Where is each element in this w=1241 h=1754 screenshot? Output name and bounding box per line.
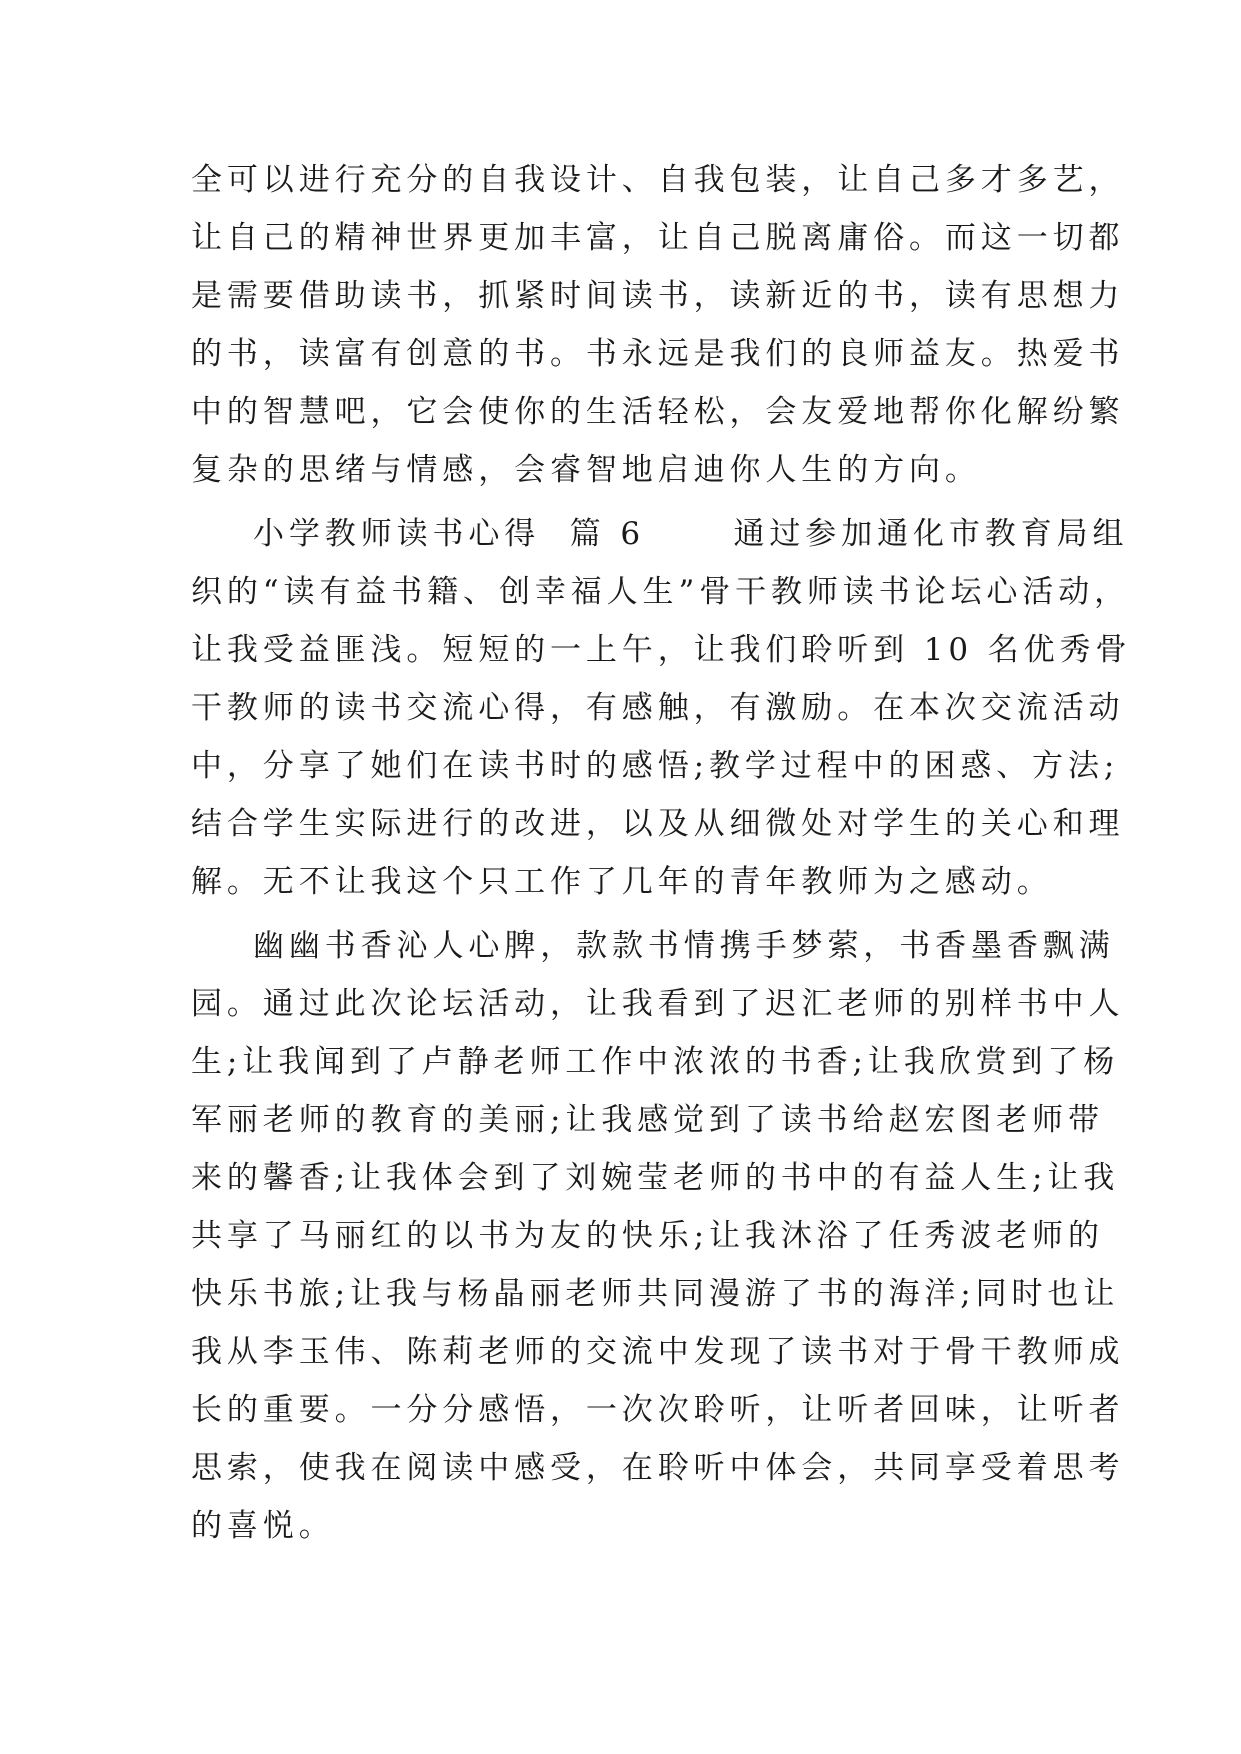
text-line: 干教师的读书交流心得，有感触，有激励。在本次交流活动	[191, 690, 1125, 726]
section-heading-line: 小学教师读书心得 篇 6 通过参加通化市教育局组	[253, 516, 1129, 552]
paragraph-first-line: 幽幽书香沁人心脾，款款书情携手梦萦，书香墨香飘满	[253, 928, 1115, 964]
text-line: 的书，读富有创意的书。书永远是我们的良师益友。热爱书	[191, 336, 1125, 372]
text-line: 织的“读有益书籍、创幸福人生”骨干教师读书论坛心活动，	[191, 574, 1130, 610]
text-line: 解。无不让我这个只工作了几年的青年教师为之感动。	[191, 864, 1053, 900]
text-line: 结合学生实际进行的改进，以及从细微处对学生的关心和理	[191, 806, 1125, 842]
text-line: 让自己的精神世界更加丰富，让自己脱离庸俗。而这一切都	[191, 220, 1125, 256]
text-line: 我从李玉伟、陈莉老师的交流中发现了读书对于骨干教师成	[191, 1334, 1125, 1370]
text-line: 园。通过此次论坛活动，让我看到了迟汇老师的别样书中人	[191, 986, 1125, 1022]
text-line: 全可以进行充分的自我设计、自我包装，让自己多才多艺，	[191, 162, 1125, 198]
text-line: 让我受益匪浅。短短的一上午，让我们聆听到 10 名优秀骨	[191, 632, 1132, 668]
text-line: 复杂的思绪与情感，会睿智地启迪你人生的方向。	[191, 452, 981, 488]
text-line: 中，分享了她们在读书时的感悟;教学过程中的困惑、方法;	[191, 748, 1120, 784]
text-line: 军丽老师的教育的美丽;让我感觉到了读书给赵宏图老师带	[191, 1102, 1104, 1138]
text-line: 长的重要。一分分感悟，一次次聆听，让听者回味，让听者	[191, 1392, 1125, 1428]
text-line: 共享了马丽红的以书为友的快乐;让我沐浴了任秀波老师的	[191, 1218, 1104, 1254]
text-line: 生;让我闻到了卢静老师工作中浓浓的书香;让我欣赏到了杨	[191, 1044, 1120, 1080]
text-line: 思索，使我在阅读中感受，在聆听中体会，共同享受着思考	[191, 1450, 1125, 1486]
text-line: 是需要借助读书，抓紧时间读书，读新近的书，读有思想力	[191, 278, 1125, 314]
text-line: 快乐书旅;让我与杨晶丽老师共同漫游了书的海洋;同时也让	[191, 1276, 1120, 1312]
text-line: 中的智慧吧，它会使你的生活轻松，会友爱地帮你化解纷繁	[191, 394, 1125, 430]
text-line: 的喜悦。	[191, 1508, 335, 1544]
text-line: 来的馨香;让我体会到了刘婉莹老师的书中的有益人生;让我	[191, 1160, 1120, 1196]
